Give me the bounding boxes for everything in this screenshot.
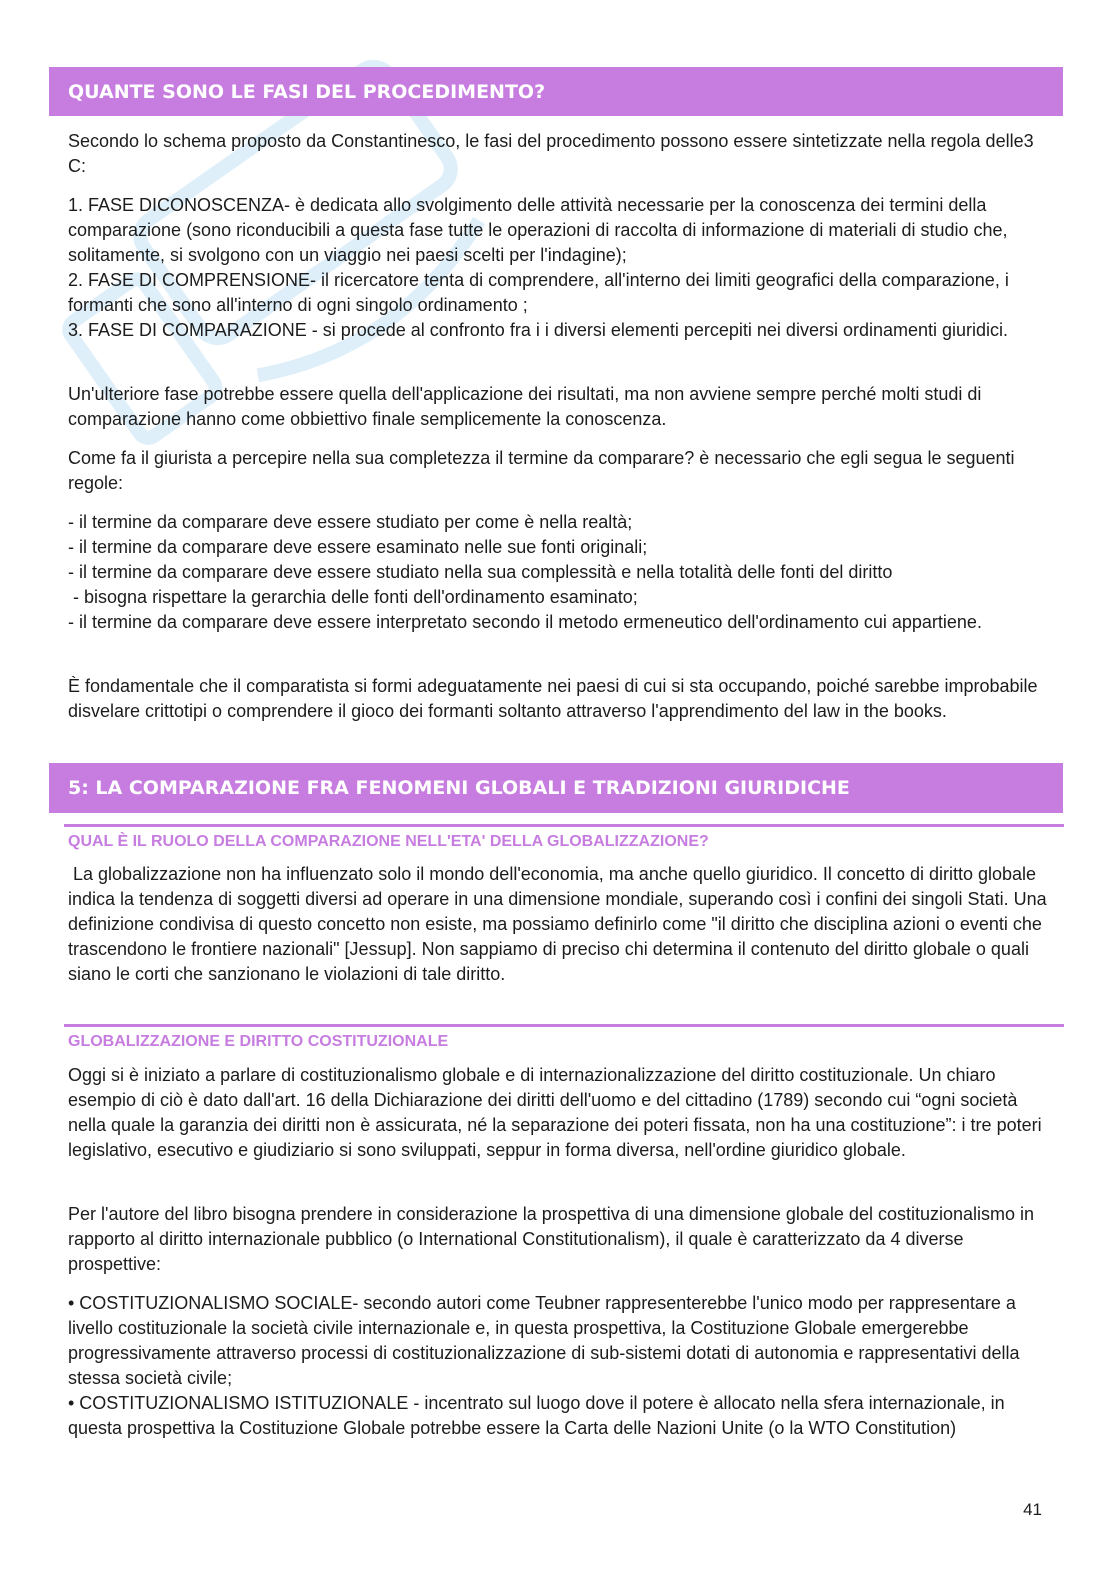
- paragraph-giurista-question: Come fa il giurista a percepire nella sua completezza il termine da comparare? è necessario che egli segua le seguenti regole:: [68, 448, 1020, 493]
- paragraph-costituzionalismo-globale: Oggi si è iniziato a parlare di costituzionalismo globale e di internazionalizzazione del diritto costituzionale. Un chiaro esempio di ciò è dato dall'art. 16 della Dichiarazione dei diritti dell'uomo e del cittadino (1789) secondo cui “ogni società nella quale la garanzia dei diritti non è assicurata, né la separazione dei poteri fissata, non ha una costituzione”: i tre poteri legislativo, esecutivo e giudiziario si sono sviluppati, seppur in forma diversa, nell'ordine giuridico globale.: [68, 1065, 1047, 1160]
- subheading-ruolo-comparazione: QUAL È IL RUOLO DELLA COMPARAZIONE NELL'ETA' DELLA GLOBALIZZAZIONE?: [64, 824, 1064, 851]
- paragraph-fasi-list: 1. FASE DICONOSCENZA- è dedicata allo svolgimento delle attività necessarie per la conoscenza dei termini della comparazione (sono riconducibili a questa fase tutte le operazioni di raccolta di informazione di materiali di studio che, solitamente, si svolgono con un viaggio nei paesi scelti per l'indagine); 2. FASE DI COMPRENSIONE- il ricercatore tenta di comprendere, all'interno dei limiti geografici della comparazione, i formanti che sono all'interno di ogni singolo ordinamento ; 3. FASE DI COMPARAZIONE - si procede al confronto fra i i diversi elementi percepiti nei diversi ordinamenti giuridici.: [68, 195, 1009, 340]
- section-heading-comparazione: 5: LA COMPARAZIONE FRA FENOMENI GLOBALI E TRADIZIONI GIURIDICHE: [49, 763, 1063, 813]
- paragraph-autore-libro: Per l'autore del libro bisogna prendere in considerazione la prospettiva di una dimensione globale del costituzionalismo in rapporto al diritto internazionale pubblico (o International Constitutionalism), il quale è caratterizzato da 4 diverse prospettive:: [68, 1204, 1040, 1274]
- paragraph-globalizzazione: La globalizzazione non ha influenzato solo il mondo dell'economia, ma anche quello giuridico. Il concetto di diritto globale indica la tendenza di soggetti diversi ad operare in una dimensione mondiale, superando così i confini dei singoli Stati. Una definizione condivisa di questo concetto non esiste, ma possiamo definirlo come "il diritto che disciplina azioni o eventi che trascendono le frontiere nazionali" [Jessup]. Non sappiamo di preciso chi determina il contenuto del diritto globale o quali siano le corti che sanzionano le violazioni di tale diritto.: [68, 864, 1052, 984]
- section-heading-fasi: QUANTE SONO LE FASI DEL PROCEDIMENTO?: [49, 67, 1063, 116]
- paragraph-prospettive-list: • COSTITUZIONALISMO SOCIALE- secondo autori come Teubner rappresenterebbe l'unico modo per rappresentare a livello costituzionale la società civile internazionale e, in questa prospettiva, la Costituzione Globale emergerebbe progressivamente attraverso processi di costituzionalizzazione di sub-sistemi dotati di autonomia e rappresentativi della stessa società civile; • COSTITUZIONALISMO ISTITUZIONALE - incentrato sul luogo dove il potere è allocato nella sfera internazionale, in questa prospettiva la Costituzione Globale potrebbe essere la Carta delle Nazioni Unite (o la WTO Constitution): [68, 1293, 1020, 1438]
- subheading-diritto-costituzionale: GLOBALIZZAZIONE E DIRITTO COSTITUZIONALE: [64, 1024, 1064, 1051]
- page-number: 41: [1023, 1500, 1042, 1519]
- paragraph-regole-list: - il termine da comparare deve essere studiato per come è nella realtà; - il termine da comparare deve essere esaminato nelle sue fonti originali; - il termine da comparare deve essere studiato nella sua complessità e nella totalità delle fonti del diritto - bisogna rispettare la gerarchia delle fonti dell'ordinamento esaminato; - il termine da comparare deve essere interpretato secondo il metodo ermeneutico dell'ordinamento cui appartiene.: [68, 512, 982, 632]
- paragraph-ulteriore-fase: Un'ulteriore fase potrebbe essere quella dell'applicazione dei risultati, ma non avviene sempre perché molti studi di comparazione hanno come obbiettivo finale semplicemente la conoscenza.: [68, 384, 987, 429]
- paragraph-fondamentale: È fondamentale che il comparatista si formi adeguatamente nei paesi di cui si sta occupando, poiché sarebbe improbabile disvelare crittotipi o comprendere il gioco dei formanti soltanto attraverso l'apprendimento del law in the books.: [68, 676, 1043, 721]
- paragraph-intro: Secondo lo schema proposto da Constantinesco, le fasi del procedimento possono essere sintetizzate nella regola delle3 C:: [68, 131, 1039, 176]
